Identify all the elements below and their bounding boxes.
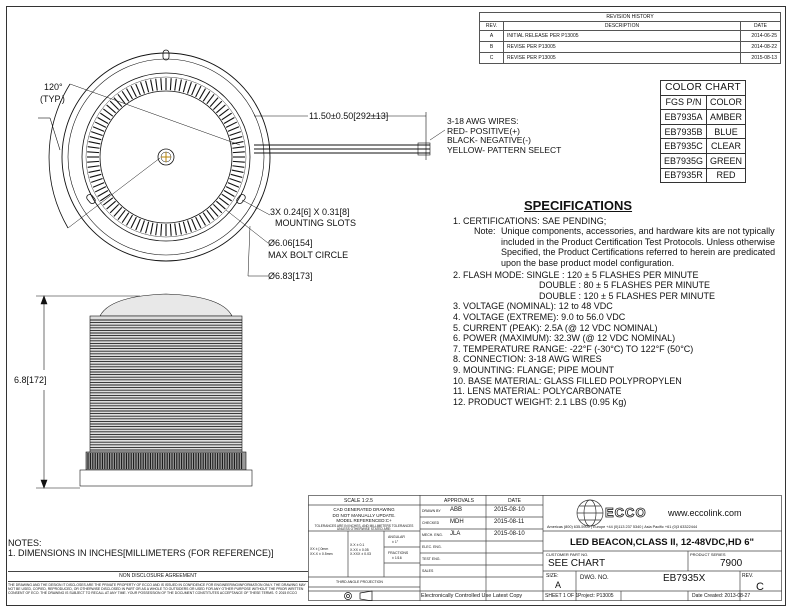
lens-rib: [107, 105, 116, 113]
lens-rib: [203, 213, 210, 223]
cad-note: [308, 507, 420, 532]
lens-rib: [131, 217, 136, 228]
description-cell: REVISE PER P13005: [504, 42, 741, 53]
lens-rib: [98, 118, 108, 124]
mech-eng-label: MECH. ENG.: [422, 533, 443, 537]
lens-rib: [131, 86, 136, 97]
lens-rib: [156, 79, 158, 91]
product-series-label: PRODUCT SERIES: [690, 552, 726, 557]
lens-rib: [91, 179, 102, 183]
revision-history-title: REVISION HISTORY: [480, 13, 781, 22]
color-header: COLOR: [707, 95, 746, 110]
lens-rib: [88, 166, 100, 168]
spec-item: 9. MOUNTING: FLANGE; PIPE MOUNT: [453, 364, 615, 375]
pn-cell: EB7935B: [661, 124, 707, 139]
spec-item: 4. VOLTAGE (EXTREME): 9.0 to 56.0 VDC: [453, 311, 626, 322]
lens-rib: [203, 91, 210, 101]
lens-rib: [161, 78, 162, 90]
lens-rib: [87, 152, 99, 153]
lens-rib: [90, 174, 102, 177]
lens-rib: [219, 198, 229, 205]
mech-eng-date: 2015-08-10: [494, 531, 525, 537]
spec-note-text: Unique components, accessories, and hardware kits are not typically included in the Product Certification Test Protocols. Unless otherwise Specified, the Product Certifications referred to herein are predicated upon the base product model configuration.: [501, 226, 776, 268]
lens-rib: [207, 210, 214, 220]
bolt-circle-label: [268, 238, 313, 248]
lens-rib: [179, 223, 181, 235]
nda-title: NON DISCLOSURE AGREEMENT: [119, 573, 197, 579]
rev-header: REV.: [480, 22, 504, 31]
lens-rib: [196, 217, 201, 228]
lens-rib: [224, 118, 234, 124]
angular-value: ± 1°: [392, 540, 399, 544]
lens-rib: [228, 183, 239, 188]
spec-note: [453, 226, 778, 268]
tolerance-value: X.XXX ± 0.03: [350, 552, 371, 556]
lens-rib: [232, 170, 244, 172]
lens-rib: [146, 81, 149, 93]
lens-rib: [232, 166, 244, 168]
lens-rib: [151, 223, 153, 235]
lens-rib: [95, 122, 106, 127]
lens-rib: [170, 78, 171, 90]
lens-rib: [192, 84, 197, 95]
rev-label: REV.: [742, 573, 754, 579]
lens-rib: [232, 147, 244, 149]
rev-cell: B: [480, 42, 504, 53]
dwg-no-label: DWG. NO.: [580, 575, 609, 581]
lens-rib: [222, 113, 232, 120]
lens-rib: [188, 220, 192, 231]
nda-box: [8, 571, 308, 601]
side-view-drawing: [0, 280, 320, 510]
date-created: [692, 593, 750, 599]
test-eng-label: TEST ENG.: [422, 557, 441, 561]
sales-label: SALES: [422, 569, 434, 573]
scale-label: SCALE 1:2.5: [344, 498, 373, 504]
lens-rib: [151, 80, 153, 92]
lens-rib: [233, 161, 245, 162]
third-angle-label: THIRD ANGLE PROJECTION: [336, 580, 383, 584]
lens-rib: [226, 122, 237, 127]
diameter-symbol: Ø: [268, 271, 276, 281]
description-cell: INITIAL RELEASE PER P13005: [504, 31, 741, 42]
lens-rib: [175, 79, 177, 91]
color-cell: GREEN: [707, 153, 746, 168]
website: www.eccolink.com: [668, 508, 742, 518]
lens-rib: [146, 222, 149, 234]
spec-item: 5. CURRENT (PEAK): 2.5A (@ 12 VDC NOMINAL): [453, 322, 658, 333]
dwg-no: EB7935X: [663, 573, 706, 584]
description-cell: REVISE PER P13005: [504, 53, 741, 64]
color-cell: BLUE: [707, 124, 746, 139]
lens-rib: [229, 132, 240, 136]
wire-legend-line: YELLOW- PATTERN SELECT: [447, 144, 562, 155]
revision-history-table: [479, 12, 781, 64]
angle-label: 120°: [44, 82, 63, 92]
color-chart-table: [660, 80, 746, 183]
spec-item: 1. CERTIFICATIONS: SAE PENDING;: [453, 215, 607, 226]
color-cell: CLEAR: [707, 139, 746, 154]
lens-rib: [122, 213, 129, 223]
lens-rib: [216, 105, 225, 113]
diameter-symbol: Ø: [268, 238, 276, 248]
project-value: P13005: [596, 593, 614, 599]
date-created-label: Date Created:: [692, 593, 724, 599]
lens-rib: [110, 204, 118, 212]
drawn-by: ABB: [450, 507, 463, 513]
spec-item: 10. BASE MATERIAL: GLASS FILLED POLYPROPYLEN: [453, 375, 682, 386]
color-row: [661, 110, 746, 125]
bolt-circle-label-2: MAX BOLT CIRCLE: [268, 250, 349, 260]
globe-icon: [577, 500, 603, 526]
pn-cell: EB7935G: [661, 153, 707, 168]
tolerance-value: XX.X ± 0.5mm: [310, 551, 333, 556]
lens-rib: [213, 101, 221, 109]
lens-rib: [216, 201, 225, 209]
color-row: [661, 168, 746, 183]
lens-rib: [219, 109, 229, 116]
lens-rib: [200, 89, 206, 99]
ecco-logo: ECCO: [605, 505, 647, 520]
wire-legend-line: BLACK- NEGATIVE(-): [447, 135, 531, 145]
project-label: Project:: [578, 593, 595, 599]
spec-item: DOUBLE : 80 ± 5 FLASHES PER MINUTE: [539, 280, 710, 291]
notes-title: NOTES:: [8, 538, 42, 548]
lens-rib: [213, 204, 221, 212]
lens-rib: [192, 219, 197, 230]
angle-typ-label: (TYP.): [40, 94, 65, 104]
fractions-value: ± 1/16: [392, 556, 402, 560]
date-cell: 2014-06-25: [741, 31, 781, 42]
date-cell: 2014-08-22: [741, 42, 781, 53]
spec-item: 3. VOLTAGE (NOMINAL): 12 to 48 VDC: [453, 301, 613, 312]
cad-note-line: DO NOT MANUALLY UPDATE.: [332, 512, 396, 518]
lens-rib: [118, 210, 125, 220]
project: [578, 593, 614, 599]
pn-cell: EB7935R: [661, 168, 707, 183]
lens-rib: [196, 86, 201, 97]
notes-line: 1. DIMENSIONS IN INCHES[MILLIMETERS (FOR REFERENCE)]: [8, 548, 274, 558]
top-view-drawing: [0, 0, 460, 300]
specifications-title: SPECIFICATIONS: [523, 198, 633, 213]
drawn-date: 2015-08-10: [494, 507, 525, 513]
date-created-value: 2013-08-27: [724, 593, 751, 599]
sheet: SHEET 1 OF 1: [545, 593, 579, 599]
tolerance-values-b: [350, 543, 371, 557]
base-diameter-value: 6.83[173]: [275, 271, 313, 281]
lens-rib: [88, 147, 100, 149]
spec-note-label: Note:: [474, 226, 496, 237]
lens-rib: [136, 219, 141, 230]
lens-rib: [141, 220, 145, 231]
lens-rib: [95, 187, 106, 192]
uncontrolled-note: Electronically Controlled Use Latest Copy: [421, 593, 523, 599]
lens-rib: [161, 224, 162, 236]
lens-rib: [136, 84, 141, 95]
spec-item: 8. CONNECTION: 3-18 AWG WIRES: [453, 354, 602, 365]
lens-rib: [233, 152, 245, 153]
tolerance-value: XX ± [.0mm: [310, 547, 329, 551]
lens-rib: [231, 174, 243, 177]
elec-eng-label: ELEC. ENG.: [422, 545, 442, 549]
tolerance-values-a: [310, 547, 333, 556]
drawn-by-label: DRAWN BY: [422, 509, 441, 513]
wire-legend: [447, 117, 561, 155]
lens-rib: [231, 137, 243, 140]
revision-row: [480, 53, 781, 64]
spec-item: 12. PRODUCT WEIGHT: 2.1 LBS (0.95 Kg): [453, 396, 627, 407]
lens-rib: [127, 215, 133, 225]
date-cell: 2015-08-13: [741, 53, 781, 64]
color-row: [661, 153, 746, 168]
lens-rib: [89, 170, 101, 172]
lens-rib: [207, 94, 214, 104]
lens-rib: [93, 127, 104, 132]
wire-legend-line: 3-18 AWG WIRES:: [447, 116, 519, 126]
lens-rib: [91, 132, 102, 136]
lens-rib: [210, 98, 218, 107]
lens-rib: [103, 198, 113, 205]
color-cell: RED: [707, 168, 746, 183]
color-row: [661, 139, 746, 154]
size-label: SIZE:: [546, 573, 559, 579]
lens-rib: [228, 127, 239, 132]
customer-pn: SEE CHART: [548, 558, 606, 569]
color-row: [661, 124, 746, 139]
lens-rib: [156, 223, 158, 235]
lens-rib: [188, 82, 192, 93]
tolerance-value: X.XX ± 0.05: [350, 547, 369, 552]
cad-note-line: MODEL REFERENCED:C+: [336, 518, 392, 523]
color-chart-title: COLOR CHART: [661, 81, 746, 96]
slots-label: 3X 0.24[6] X 0.31[8]: [270, 207, 350, 217]
spec-item: 7. TEMPERATURE RANGE: -22°F (-30°C) TO 122°F (50°C): [453, 343, 694, 354]
lens-rib: [107, 201, 116, 209]
lens-rib: [226, 187, 237, 192]
lens-rib: [229, 179, 240, 183]
wire-length-label: 11.50±0.50[292±13]: [309, 111, 389, 121]
checked-date: 2015-08-11: [494, 519, 525, 525]
pn-cell: EB7935A: [661, 110, 707, 125]
customer-pn-label: CUSTOMER PART NO.: [546, 552, 589, 557]
lens-rib: [170, 224, 171, 236]
lens-rib: [210, 207, 218, 216]
lens-rib: [87, 161, 99, 162]
contacts: Americas (800) 635-5900 | Europe +44 (0)113 237 5340 | Asia Pacific +61 (0)3 63322444: [547, 525, 698, 529]
color-cell: AMBER: [707, 110, 746, 125]
lens-rib: [122, 91, 129, 101]
fractions-label: FRACTIONS: [388, 551, 409, 555]
spec-item: 2. FLASH MODE: SINGLE : 120 ± 5 FLASHES PER MINUTE: [453, 269, 699, 280]
tolerance-note: TOLERANCES ARE IN INCHES, AND MILLIMETERS TOLERANCES UNLESS OTHERWISE STATED ARE:: [314, 523, 414, 532]
size: A: [555, 580, 562, 590]
pn-header: FGS P/N: [661, 95, 707, 110]
cad-note-line: CAD GENERATED DRAWING: [333, 507, 395, 512]
spec-item: 11. LENS MATERIAL: POLYCARBONATE: [453, 386, 622, 397]
specifications: [453, 198, 783, 407]
nda-text: THE DRAWING AND THE DESIGN IT DISCLOSES ARE THE PRIVATE PROPERTY OF ECCO AND IS ISSUED IN CONFIDENCE FOR ENGINEERING/INFORMATION ONLY. THE DRAWING MAY NOT BE USED, COPIED, REPRODUCED, OR OTHERWISE DISCLOSED IN PART OR AS A WHOLE TO OUTSIDERS OR USED FOR ANY OTHER PURPOSE WITHOUT THE PRIOR WRITTEN CONSENT OF ECO. THE DRAWING IS SUBJECT TO RECALL AT ANY TIME. YOUR POSSESSION OF THE DOCUMENT CONSTITUTES ACCEPTANCE OF THESE TERMS. © 2015 ECCO: [8, 581, 308, 595]
third-angle-projection-icon: [345, 591, 373, 601]
lens-rib: [183, 81, 186, 93]
rev-cell: C: [480, 53, 504, 64]
revision-row: [480, 31, 781, 42]
date-header: DATE: [741, 22, 781, 31]
description-header: DESCRIPTION: [504, 22, 741, 31]
drawing-title: LED BEACON,CLASS II, 12-48VDC,HD 6": [570, 537, 754, 548]
lens-rib: [89, 142, 101, 144]
revision-row: [480, 42, 781, 53]
rev-cell: A: [480, 31, 504, 42]
lens-rib: [93, 183, 104, 188]
lens-rib: [200, 215, 206, 225]
lens-rib: [222, 194, 232, 201]
title-block: [308, 495, 782, 601]
lens-rib: [98, 191, 108, 197]
lens-rib: [90, 137, 102, 140]
lens-rib: [141, 82, 145, 93]
lens-rib: [179, 80, 181, 92]
slots-label-2: MOUNTING SLOTS: [275, 218, 357, 228]
spec-item: DOUBLE : 120 ± 5 FLASHES PER MINUTE: [539, 290, 715, 301]
lens-rib: [127, 89, 133, 99]
rev: C: [756, 581, 764, 593]
checked-label: CHECKED: [422, 521, 440, 525]
approvals-label: APPROVALS: [444, 498, 474, 504]
lens-rib: [110, 101, 118, 109]
date-label: DATE: [508, 498, 521, 504]
angular-label: ANGULAR: [388, 535, 405, 539]
lens-rib: [224, 191, 234, 197]
product-series: 7900: [720, 558, 743, 569]
height-label: 6.8[172]: [14, 375, 47, 385]
lens-rib: [183, 222, 186, 234]
wire-legend-line: RED- POSITIVE(+): [447, 125, 520, 136]
pn-cell: EB7935C: [661, 139, 707, 154]
spec-item: 6. POWER (MAXIMUM): 32.3W (@ 12 VDC NOMINAL): [453, 333, 676, 344]
checked-by: MDH: [450, 519, 464, 525]
lens-rib: [100, 113, 110, 120]
bolt-circle-value: 6.06[154]: [275, 238, 313, 248]
lens-rib: [175, 223, 177, 235]
tolerance-value: X.X ± 0.1: [350, 543, 365, 547]
mech-eng-by: JLA: [450, 531, 461, 537]
lens-rib: [103, 109, 113, 116]
lens-rib: [114, 207, 122, 216]
